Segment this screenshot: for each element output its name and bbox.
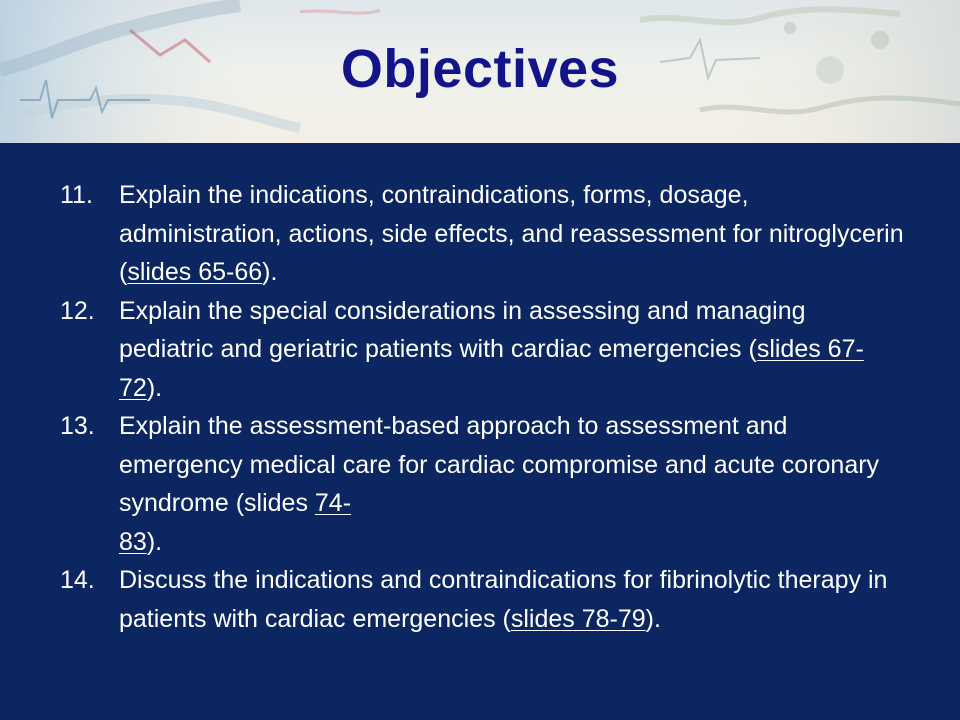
- item-text: Explain the indications, contraindications, forms, dosage, administration, actions, side effects, and reassessment for nitroglycerin (: [119, 181, 904, 286]
- header-banner: [0, 0, 960, 143]
- slide-reference-link[interactable]: slides 78-79: [510, 604, 646, 633]
- list-item: [60, 292, 905, 408]
- slide-title: Objectives: [340, 39, 620, 99]
- item-text: Discuss the indications and contraindications for fibrinolytic therapy in patients with cardiac emergencies (: [119, 566, 888, 633]
- item-text-end: ).: [645, 604, 661, 633]
- content-area: [0, 143, 960, 720]
- item-number: 11.: [60, 181, 93, 209]
- item-number: 12.: [60, 296, 95, 325]
- slide-reference-link[interactable]: 74-: [314, 489, 352, 517]
- list-item: [60, 561, 905, 638]
- list-item: [60, 407, 905, 561]
- item-text: Explain the special considerations in assessing and managing pediatric and geriatric patients with cardiac emergencies (: [119, 296, 806, 363]
- list-item: [60, 176, 905, 292]
- objectives-list: [60, 176, 905, 638]
- item-number: 14.: [60, 566, 95, 594]
- item-text-end: ).: [146, 527, 163, 556]
- slide-reference-link[interactable]: 83: [119, 527, 147, 556]
- item-text: Explain the assessment-based approach to assessment and emergency medical care for cardiac compromise and acute coronary syndrome (slides: [119, 412, 880, 517]
- slide-reference-link[interactable]: slides 67-72: [119, 335, 864, 402]
- item-number: 13.: [60, 412, 95, 440]
- slide-reference-link[interactable]: slides 65-66: [127, 258, 263, 286]
- item-text-end: ).: [146, 373, 163, 402]
- item-text-end: ).: [262, 258, 278, 286]
